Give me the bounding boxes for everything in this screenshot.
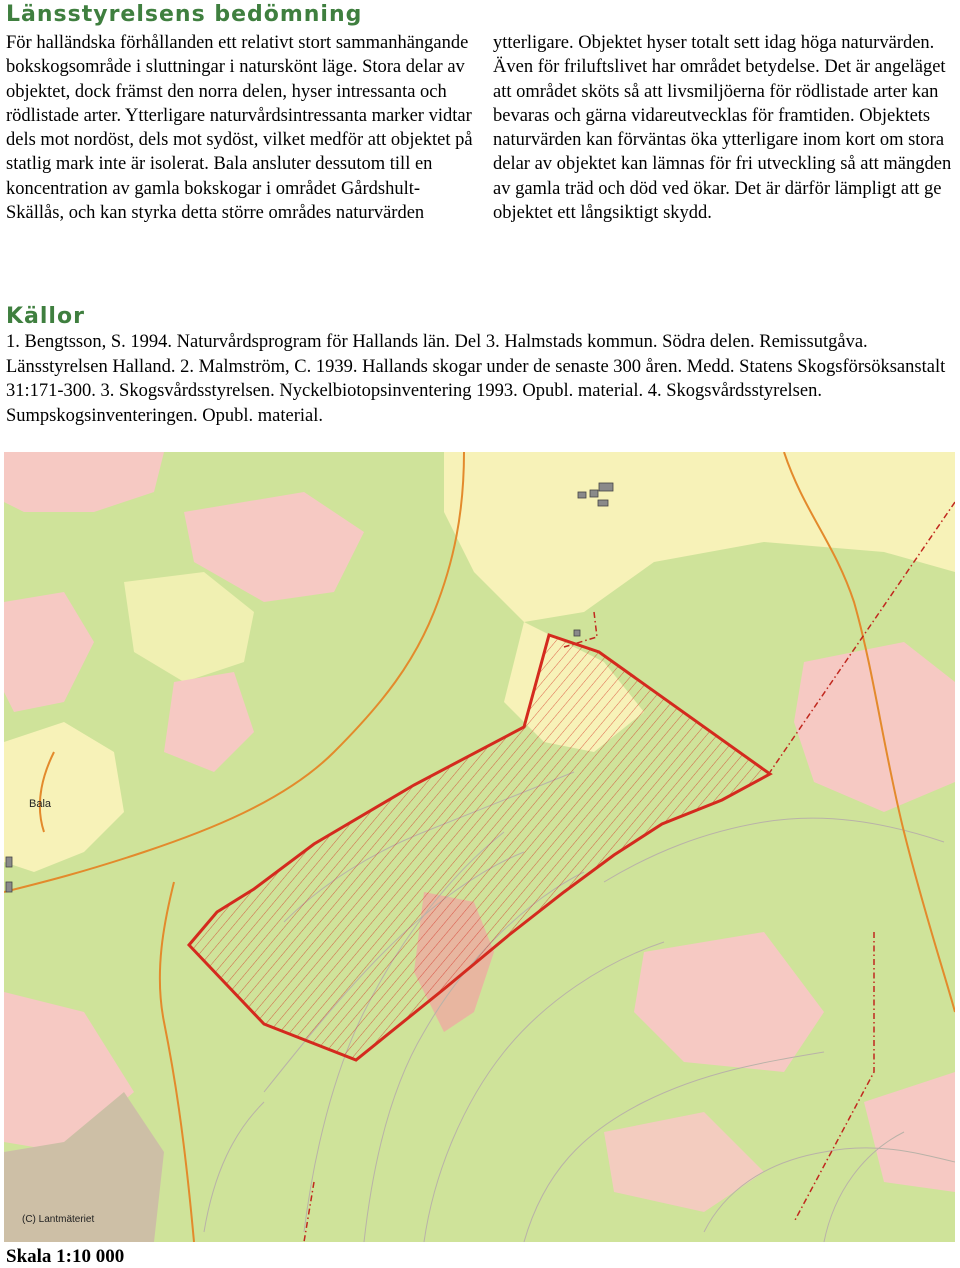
assessment-text-left: För halländska förhållanden ett relativt stort sammanhängande bokskogsområde i sluttningar i naturskönt läge. Stora delar av objektet, dock främst den norra delen, hyser intressanta och rödlistade arter. Ytterligare naturvårdsintressanta marker vidtar dels mot nordöst, dels mot sydöst, vilket medför att objektet på statlig mark inte är isolerat. Bala ansluter dessutom till en koncentration av gamla bokskogar i området Gårdshult-Skällås, och kan styrka detta större områdes naturvärden <box>6 33 473 224</box>
place-label-bala: Bala <box>29 798 52 810</box>
sources-heading: Källor <box>6 304 85 329</box>
map-scale: Skala 1:10 000 <box>6 1246 125 1267</box>
map[interactable] <box>4 452 955 1242</box>
assessment-heading: Länsstyrelsens bedömning <box>6 2 363 27</box>
copyright-label: (C) Lantmäteriet <box>22 1214 95 1225</box>
sources-text: 1. Bengtsson, S. 1994. Naturvårdsprogram för Hallands län. Del 3. Halmstads kommun. Södra delen. Remissutgåva. Länsstyrelsen Halland. 2. Malmström, C. 1939. Hallands skogar under de senaste 300 åren. Medd. Statens Skogsförsöksanstalt 31:171-300. 3. Skogsvårdsstyrelsen. Nyckelbiotopsinventering 1993. Opubl. material. 4. Skogsvårdsstyrelsen. Sumpskogsinventeringen. Opubl. material. <box>6 332 946 426</box>
assessment-text-right: ytterligare. Objektet hyser totalt sett idag höga naturvärden. Även för friluftslivet har området betydelse. Det är angeläget att området sköts så att livsmiljöerna för rödlistade arter kan bevaras och gärna vidareutvecklas för framtiden. Objektets naturvärden kan förväntas öka ytterligare inom kort om stora delar av objektet kan lämnas för fri utveckling så att mängden av gamla träd och död ved ökar. Det är därför lämpligt att ge objektet ett långsiktigt skydd. <box>493 33 952 224</box>
map-canvas <box>4 452 955 1242</box>
